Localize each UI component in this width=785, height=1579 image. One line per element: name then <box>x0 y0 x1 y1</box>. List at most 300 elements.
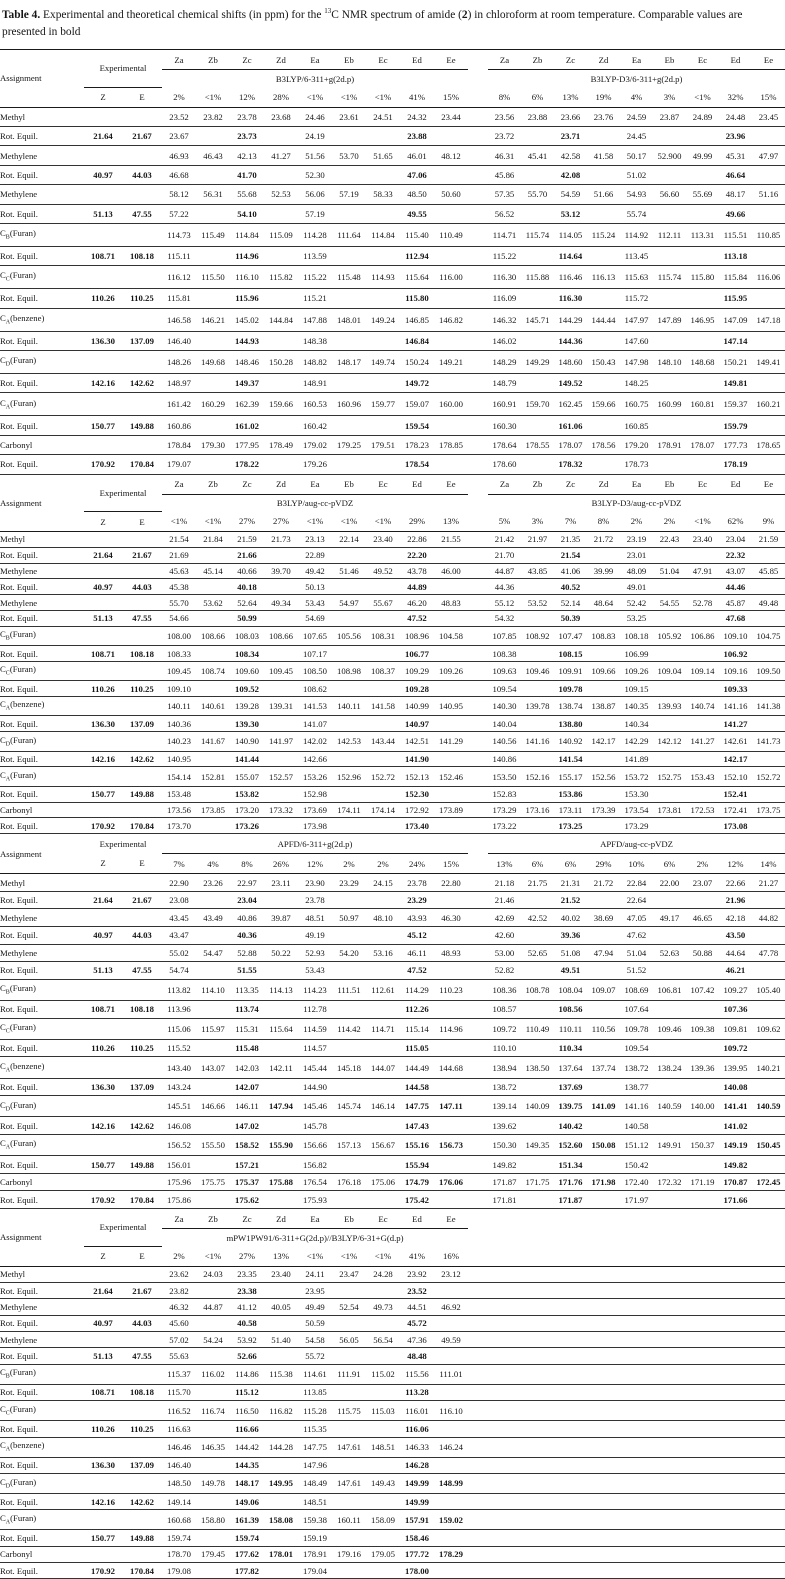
shift-value: 153.26 <box>298 767 332 786</box>
empty-cell <box>587 1332 620 1348</box>
empty-cell <box>620 1299 653 1315</box>
shift-value: 107.85 <box>488 626 521 645</box>
experimental-e-value: 47.55 <box>122 204 162 223</box>
empty-cell <box>653 1299 686 1315</box>
shift-value: 171.76 <box>554 1173 587 1191</box>
shift-value: 23.95 <box>298 1282 332 1298</box>
shift-value: 146.33 <box>400 1437 434 1457</box>
empty-cell <box>488 1546 521 1562</box>
experimental-e-value <box>122 1018 162 1039</box>
shift-value: 108.74 <box>196 661 230 680</box>
empty-cell <box>752 1546 785 1562</box>
shift-value: 178.23 <box>400 435 434 454</box>
shift-value <box>196 331 230 350</box>
experimental-e-value <box>122 1299 162 1315</box>
shift-value: 56.06 <box>298 185 332 204</box>
shift-value: 179.25 <box>332 435 366 454</box>
experimental-z-value <box>84 1510 122 1530</box>
experimental-z-value <box>84 874 122 892</box>
experimental-z-value <box>84 1135 122 1156</box>
shift-value: 43.47 <box>162 926 196 944</box>
shift-value: 115.63 <box>620 266 653 289</box>
shift-value <box>752 416 785 435</box>
shift-value: 155.17 <box>554 767 587 786</box>
table-row <box>0 786 785 802</box>
shift-value <box>332 1282 366 1298</box>
shift-value: 110.49 <box>434 223 468 246</box>
shift-value: 159.19 <box>298 1530 332 1546</box>
empty-cell <box>554 1348 587 1364</box>
population-percent: 16% <box>434 1246 468 1266</box>
shift-value: 104.75 <box>752 626 785 645</box>
shift-value <box>521 246 554 265</box>
shift-value <box>653 751 686 767</box>
column-gap <box>468 1348 488 1364</box>
column-gap <box>468 1299 488 1315</box>
shift-value: 149.91 <box>653 1135 686 1156</box>
empty-cell <box>587 1384 620 1400</box>
population-percent: 8% <box>230 854 264 874</box>
shift-value <box>521 962 554 980</box>
shift-value: 46.30 <box>434 909 468 927</box>
shift-value: 146.32 <box>488 308 521 331</box>
shift-value: 175.06 <box>366 1173 400 1191</box>
column-gap <box>468 1078 488 1096</box>
z-column-header: Z <box>84 87 122 107</box>
shift-value: 43.78 <box>400 563 434 579</box>
shift-value: 110.34 <box>554 1039 587 1057</box>
shift-value <box>752 818 785 834</box>
column-gap <box>468 1282 488 1298</box>
shift-value <box>264 962 298 980</box>
shift-value <box>434 374 468 393</box>
shift-value: 171.75 <box>521 1173 554 1191</box>
shift-value: 107.36 <box>719 1000 752 1018</box>
shift-value: 45.87 <box>719 595 752 611</box>
empty-cell <box>686 1530 719 1546</box>
shift-value <box>264 374 298 393</box>
shift-value: 108.83 <box>587 626 620 645</box>
experimental-e-value: 110.25 <box>122 681 162 697</box>
shift-value: 47.68 <box>719 610 752 626</box>
shift-value: 159.02 <box>434 1510 468 1530</box>
population-percent: 15% <box>434 87 468 107</box>
table-row <box>0 1510 785 1530</box>
shift-value: 146.66 <box>196 1096 230 1117</box>
shift-value: 155.50 <box>196 1135 230 1156</box>
shift-value: 138.80 <box>554 716 587 732</box>
shift-value: 116.09 <box>488 289 521 308</box>
experimental-z-value <box>84 351 122 374</box>
assignment-cell: $C_B(Furan)$ <box>0 626 84 645</box>
shift-value: 24.15 <box>366 874 400 892</box>
experimental-e-value: 44.03 <box>122 926 162 944</box>
column-gap <box>468 308 488 331</box>
shift-value: 40.05 <box>264 1299 298 1315</box>
table-row <box>0 165 785 184</box>
population-percent: 8% <box>587 512 620 532</box>
shift-value: 156.82 <box>298 1156 332 1174</box>
shift-value: 173.25 <box>554 818 587 834</box>
shift-value <box>332 716 366 732</box>
empty-cell <box>620 1473 653 1493</box>
shift-value <box>196 1421 230 1437</box>
empty-cell <box>653 1282 686 1298</box>
empty-cell <box>587 1457 620 1473</box>
shift-value: 115.03 <box>366 1401 400 1421</box>
shift-value: 147.61 <box>332 1437 366 1457</box>
empty-cell <box>719 1299 752 1315</box>
shift-value: 146.11 <box>230 1096 264 1117</box>
shift-value <box>264 1493 298 1509</box>
shift-value <box>196 1384 230 1400</box>
shift-value: 22.97 <box>230 874 264 892</box>
empty-cell <box>653 1348 686 1364</box>
experimental-e-value <box>122 909 162 927</box>
shift-value <box>366 455 400 474</box>
experimental-e-value <box>122 266 162 289</box>
conformer-header: Za <box>162 50 196 70</box>
shift-value: 46.92 <box>434 1299 468 1315</box>
column-gap <box>468 962 488 980</box>
population-percent: <1% <box>686 512 719 532</box>
shift-value <box>264 455 298 474</box>
column-gap <box>468 979 488 1000</box>
shift-value: 52.66 <box>230 1348 264 1364</box>
shift-value <box>434 289 468 308</box>
empty-cell <box>752 1384 785 1400</box>
shift-value <box>752 646 785 662</box>
assignment-cell: $C_B(Furan)$ <box>0 1364 84 1384</box>
shift-value: 171.81 <box>488 1191 521 1209</box>
method-header: B3LYP-D3/6-311+g(2d.p) <box>590 73 683 84</box>
shift-value: 23.40 <box>686 532 719 548</box>
shift-value <box>653 1078 686 1096</box>
shift-value <box>434 1493 468 1509</box>
experimental-e-value: 137.09 <box>122 331 162 350</box>
shift-value <box>366 416 400 435</box>
conformer-header: Ee <box>434 50 468 70</box>
shift-value <box>196 681 230 697</box>
shift-value: 172.92 <box>400 802 434 818</box>
empty-cell <box>488 1473 521 1493</box>
shift-value <box>332 455 366 474</box>
shift-value <box>587 1156 620 1174</box>
conformer-header: Ea <box>620 474 653 494</box>
assignment-cell: Methyl <box>0 1266 84 1282</box>
empty-cell <box>554 1299 587 1315</box>
empty-cell <box>521 1473 554 1493</box>
shift-value: 114.05 <box>554 223 587 246</box>
shift-value: 148.82 <box>298 351 332 374</box>
conformer-header: Zd <box>264 474 298 494</box>
shift-value: 160.99 <box>653 393 686 416</box>
shift-value: 48.64 <box>587 595 620 611</box>
shift-value: 106.86 <box>686 626 719 645</box>
title-segment: 13 <box>324 7 332 15</box>
shift-value <box>264 1191 298 1209</box>
experimental-e-value <box>122 185 162 204</box>
shift-value: 149.82 <box>488 1156 521 1174</box>
shift-value: 47.05 <box>620 909 653 927</box>
shift-value: 109.10 <box>719 626 752 645</box>
shift-value: 140.90 <box>230 732 264 751</box>
section-3 <box>0 834 785 1209</box>
shift-value <box>196 1156 230 1174</box>
shift-value: 45.31 <box>719 146 752 165</box>
shift-value <box>587 547 620 563</box>
empty-cell <box>719 1421 752 1437</box>
table-row <box>0 1332 785 1348</box>
assignment-cell: Rot. Equil. <box>0 681 84 697</box>
shift-value: 148.26 <box>162 351 196 374</box>
shift-value <box>686 289 719 308</box>
shift-value: 137.64 <box>554 1057 587 1078</box>
experimental-e-value: 142.62 <box>122 751 162 767</box>
shift-value <box>366 926 400 944</box>
shift-value <box>196 646 230 662</box>
shift-value <box>752 579 785 595</box>
shift-value: 115.48 <box>332 266 366 289</box>
population-percent: <1% <box>332 1246 366 1266</box>
shift-value <box>521 1000 554 1018</box>
shift-value: 23.61 <box>332 107 366 126</box>
shift-value <box>653 127 686 146</box>
population-percent: <1% <box>366 1246 400 1266</box>
shift-value: 141.16 <box>521 732 554 751</box>
experimental-e-value <box>122 697 162 716</box>
shift-value: 142.12 <box>653 732 686 751</box>
shift-value: 49.17 <box>653 909 686 927</box>
shift-value: 150.30 <box>488 1135 521 1156</box>
shift-value: 179.08 <box>162 1563 196 1579</box>
shift-value: 47.06 <box>400 165 434 184</box>
assignment-cell: Methylene <box>0 146 84 165</box>
shift-value <box>521 1078 554 1096</box>
empty-cell <box>587 1510 620 1530</box>
shift-value <box>653 165 686 184</box>
shift-value: 173.89 <box>434 802 468 818</box>
column-gap <box>468 1191 488 1209</box>
assignment-cell: Methyl <box>0 874 84 892</box>
shift-value: 22.64 <box>620 891 653 909</box>
conformer-header: Zb <box>196 474 230 494</box>
shift-value: 21.59 <box>230 532 264 548</box>
shift-value: 21.97 <box>521 532 554 548</box>
shift-value: 116.02 <box>196 1364 230 1384</box>
empty-cell <box>719 1563 752 1579</box>
shift-value: 149.74 <box>366 351 400 374</box>
empty-cell <box>752 1437 785 1457</box>
shift-value <box>196 579 230 595</box>
shift-value: 22.43 <box>653 532 686 548</box>
shift-value <box>521 786 554 802</box>
shift-value <box>366 1117 400 1135</box>
shift-value: 153.82 <box>230 786 264 802</box>
shift-value: 140.11 <box>162 697 196 716</box>
empty-cell <box>686 1401 719 1421</box>
shift-value: 149.99 <box>400 1473 434 1493</box>
table-row <box>0 962 785 980</box>
shift-value: 146.82 <box>434 308 468 331</box>
shift-value <box>434 127 468 146</box>
shift-value: 178.85 <box>434 435 468 454</box>
shift-value: 150.28 <box>264 351 298 374</box>
conformer-header: Zc <box>554 474 587 494</box>
shift-value: 158.80 <box>196 1510 230 1530</box>
shift-value <box>366 1530 400 1546</box>
shift-value: 141.27 <box>719 716 752 732</box>
shift-value: 179.02 <box>298 435 332 454</box>
shift-value: 54.32 <box>488 610 521 626</box>
shift-value <box>521 374 554 393</box>
shift-value <box>366 1348 400 1364</box>
empty-cell <box>521 1457 554 1473</box>
experimental-e-value: 142.62 <box>122 374 162 393</box>
experimental-z-value: 110.26 <box>84 1421 122 1437</box>
assignment-cell: $C_A(Furan)$ <box>0 1510 84 1530</box>
shift-value: 52.82 <box>488 962 521 980</box>
shift-value: 109.04 <box>653 661 686 680</box>
population-percent: 29% <box>400 512 434 532</box>
table-row <box>0 1348 785 1364</box>
empty-cell <box>521 1510 554 1530</box>
shift-value <box>686 374 719 393</box>
table-row <box>0 1421 785 1437</box>
empty-cell <box>554 1332 587 1348</box>
shift-value: 138.72 <box>488 1078 521 1096</box>
shift-value: 39.36 <box>554 926 587 944</box>
assignment-cell: Rot. Equil. <box>0 1530 84 1546</box>
shift-value <box>366 165 400 184</box>
shift-value: 43.49 <box>196 909 230 927</box>
shift-value: 179.04 <box>298 1563 332 1579</box>
shift-value: 49.99 <box>686 146 719 165</box>
shift-value: 108.69 <box>620 979 653 1000</box>
shift-value: 144.07 <box>366 1057 400 1078</box>
shift-value <box>653 962 686 980</box>
shift-value: 58.12 <box>162 185 196 204</box>
shift-value <box>332 374 366 393</box>
shift-value: 144.36 <box>554 331 587 350</box>
shift-value: 175.42 <box>400 1191 434 1209</box>
shift-value: 140.21 <box>752 1057 785 1078</box>
experimental-z-value <box>84 909 122 927</box>
table-row <box>0 455 785 474</box>
empty-cell <box>488 1246 785 1266</box>
shift-value <box>332 1530 366 1546</box>
shift-value <box>521 681 554 697</box>
shift-value <box>752 127 785 146</box>
assignment-cell: $C_A(benzene)$ <box>0 1057 84 1078</box>
shift-value: 115.82 <box>264 266 298 289</box>
shift-value <box>521 127 554 146</box>
shift-value: 173.20 <box>230 802 264 818</box>
experimental-z-value <box>84 185 122 204</box>
shift-value <box>752 751 785 767</box>
empty-cell <box>719 1510 752 1530</box>
shift-value <box>686 681 719 697</box>
shift-value: 141.16 <box>620 1096 653 1117</box>
shift-value: 156.52 <box>162 1135 196 1156</box>
shift-value <box>366 1384 400 1400</box>
experimental-z-value <box>84 626 122 645</box>
empty-cell <box>554 1530 587 1546</box>
shift-value: 23.82 <box>162 1282 196 1298</box>
empty-cell <box>620 1315 653 1331</box>
column-gap <box>468 547 488 563</box>
shift-value: 159.70 <box>521 393 554 416</box>
column-gap <box>468 1173 488 1191</box>
conformer-header: Zc <box>230 474 264 494</box>
shift-value: 23.19 <box>620 532 653 548</box>
shift-value <box>366 204 400 223</box>
shift-value: 108.62 <box>298 681 332 697</box>
shift-value: 159.37 <box>719 393 752 416</box>
column-gap <box>468 751 488 767</box>
shift-value: 107.47 <box>554 626 587 645</box>
shift-value: 21.35 <box>554 532 587 548</box>
shift-value: 172.40 <box>620 1173 653 1191</box>
assignment-header: Assignment <box>0 1209 84 1267</box>
shift-value: 144.84 <box>264 308 298 331</box>
shift-value: 110.10 <box>488 1039 521 1057</box>
title-segment: ) in chloroform at room temperature. Comparable values are presented in bold <box>2 8 743 39</box>
shift-value: 139.95 <box>719 1057 752 1078</box>
conformer-header: Zd <box>587 474 620 494</box>
empty-cell <box>488 1510 521 1530</box>
shift-value <box>434 204 468 223</box>
shift-value <box>264 610 298 626</box>
shift-value: 177.72 <box>400 1546 434 1562</box>
section-1 <box>0 50 785 474</box>
shift-value: 114.71 <box>366 1018 400 1039</box>
shift-value <box>196 165 230 184</box>
column-gap <box>468 1332 488 1348</box>
shift-value: 51.56 <box>298 146 332 165</box>
shift-value: 148.79 <box>488 374 521 393</box>
shift-value: 148.49 <box>298 1473 332 1493</box>
assignment-header: Assignment <box>0 474 84 532</box>
shift-value <box>332 1315 366 1331</box>
shift-value: 57.35 <box>488 185 521 204</box>
population-percent: 6% <box>554 854 587 874</box>
shift-value: 138.72 <box>620 1057 653 1078</box>
empty-cell <box>488 1282 521 1298</box>
shift-value <box>587 646 620 662</box>
shift-value: 152.41 <box>719 786 752 802</box>
shift-value <box>332 786 366 802</box>
shift-value <box>686 1000 719 1018</box>
shift-value: 178.84 <box>162 435 196 454</box>
population-percent: 27% <box>230 1246 264 1266</box>
empty-cell <box>620 1364 653 1384</box>
empty-cell <box>488 1437 521 1457</box>
shift-value <box>686 331 719 350</box>
experimental-e-value: 149.88 <box>122 416 162 435</box>
shift-value: 114.84 <box>366 223 400 246</box>
method-header: APFD/aug-cc-pVDZ <box>488 834 785 854</box>
shift-value: 140.08 <box>719 1078 752 1096</box>
assignment-cell: Rot. Equil. <box>0 1191 84 1209</box>
assignment-cell: Rot. Equil. <box>0 891 84 909</box>
shift-value: 143.24 <box>162 1078 196 1096</box>
shift-value: 22.20 <box>400 547 434 563</box>
shift-value <box>332 1117 366 1135</box>
conformer-header: Ee <box>434 474 468 494</box>
table-row <box>0 266 785 289</box>
shift-value <box>196 1039 230 1057</box>
